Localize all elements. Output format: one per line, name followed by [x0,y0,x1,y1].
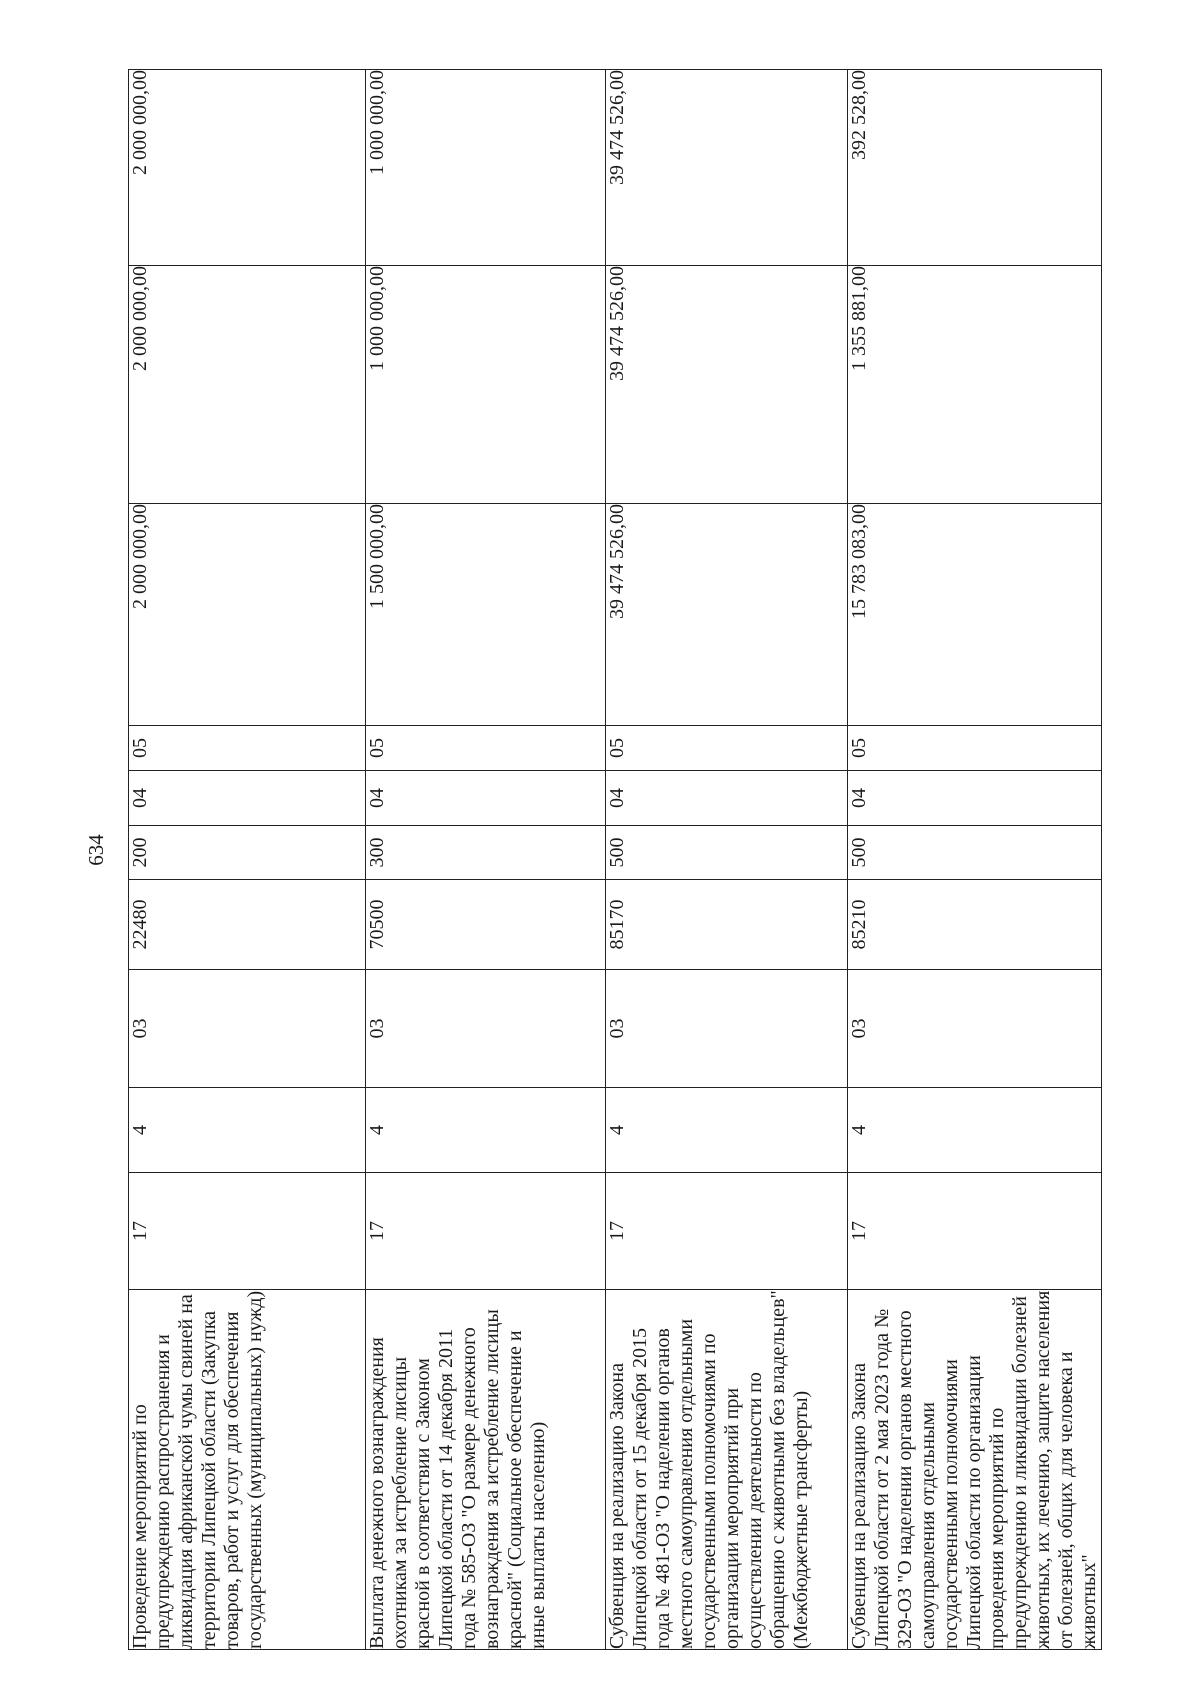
om-code-cell: 03 [129,970,366,1088]
pp-code-cell: 4 [606,1088,848,1173]
row-description: Субвенция на реализацию Закона Липецкой области от 15 декабря 2015 года № 481-ОЗ "О наделении органов местного самоуправления отдельными государственными полномочиями по организации мероприятий при осуществлении деятельности по обращению с животными без владельцев" (Межбюджетные трансферты) [606,1290,848,1650]
direction-code-cell: 85170 [606,880,848,970]
vr-code-cell: 500 [606,826,848,880]
direction-code-cell: 85210 [848,880,1102,970]
sum-year-3-cell: 2 000 000,00 [129,70,366,266]
om-code-cell: 03 [606,970,848,1088]
table-row [606,70,848,1650]
sum-year-3-cell: 39 474 526,00 [606,70,848,266]
sum-year-1-cell: 1 500 000,00 [366,504,606,726]
row-description: Проведение мероприятий по предупреждению распространения и ликвидация африканской чумы свиней на территории Липецкой области (Закупка товаров, работ и услуг для обеспечения государственных (муниципальных) нужд) [129,1290,366,1650]
rz-code-cell: 04 [606,771,848,826]
pr-code-cell: 05 [848,726,1102,771]
sum-year-2-cell: 2 000 000,00 [129,266,366,504]
pp-code-cell: 4 [848,1088,1102,1173]
rz-code-cell: 04 [848,771,1102,826]
sum-year-2-cell: 39 474 526,00 [606,266,848,504]
page-number: 634 [84,834,108,866]
sum-year-1-cell: 15 783 083,00 [848,504,1102,726]
row-description: Субвенция на реализацию Закона Липецкой области от 2 мая 2023 года № 329-ОЗ "О наделении органов местного самоуправления отдельными государственными полномочиями Липецкой области по организации проведения мероприятий по предупреждению и ликвидации болезней животных, их лечению, защите населения от болезней, общих для человека и животных" [848,1290,1100,1649]
gp-code-cell: 17 [848,1173,1102,1290]
om-code-cell: 03 [848,970,1102,1088]
table-row [129,70,366,1650]
direction-code-cell: 70500 [366,880,606,970]
vr-code-cell: 500 [848,826,1102,880]
sum-year-1-cell: 39 474 526,00 [606,504,848,726]
row-description: Выплата денежного вознаграждения охотникам за истребление лисицы красной в соответствии с Законом Липецкой области от 14 декабря 2011 года № 585-ОЗ "О размере денежного вознаграждения за истребление лисицы красной" (Социальное обеспечение и иные выплаты населению) [366,1290,606,1650]
rz-code-cell: 04 [129,771,366,826]
table-row [848,70,1102,1650]
sum-year-3-cell: 392 528,00 [848,70,1102,266]
rotated-table-container [128,70,1098,1650]
gp-code-cell: 17 [129,1173,366,1290]
sum-year-3-cell: 1 000 000,00 [366,70,606,266]
pp-code-cell: 4 [129,1088,366,1173]
sum-year-2-cell: 1 000 000,00 [366,266,606,504]
pr-code-cell: 05 [606,726,848,771]
sum-year-2-cell: 1 355 881,00 [848,266,1102,504]
pr-code-cell: 05 [129,726,366,771]
rz-code-cell: 04 [366,771,606,826]
gp-code-cell: 17 [606,1173,848,1290]
pp-code-cell: 4 [366,1088,606,1173]
budget-table [128,69,1102,1650]
direction-code-cell: 22480 [129,880,366,970]
om-code-cell: 03 [366,970,606,1088]
sum-year-1-cell: 2 000 000,00 [129,504,366,726]
pr-code-cell: 05 [366,726,606,771]
vr-code-cell: 200 [129,826,366,880]
table-row [366,70,606,1650]
vr-code-cell: 300 [366,826,606,880]
gp-code-cell: 17 [366,1173,606,1290]
